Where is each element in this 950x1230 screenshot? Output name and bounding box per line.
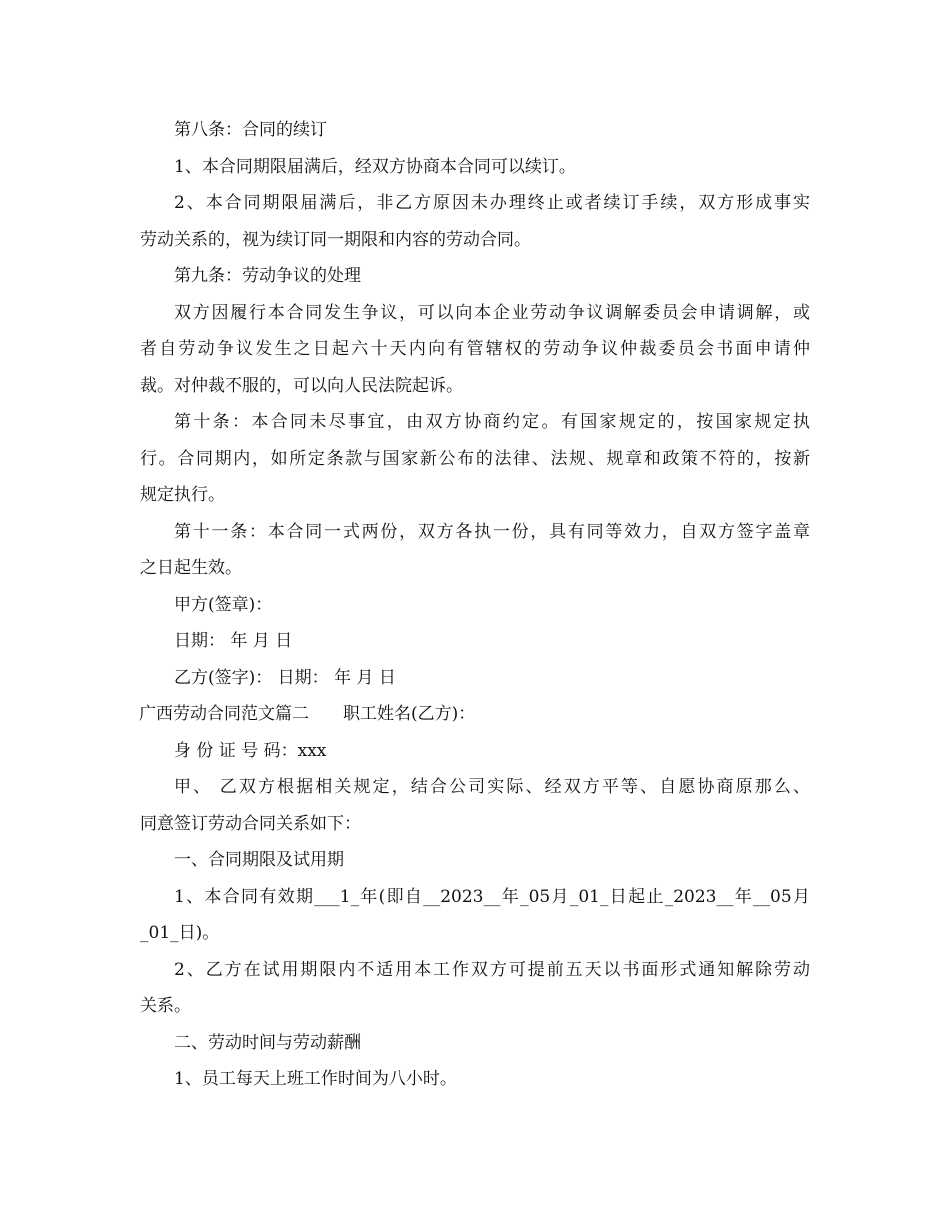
article-8-heading: 第八条：合同的续订: [174, 120, 327, 140]
article-10-line-1: 第十条：本合同未尽事宜，由双方协商约定。有国家规定的，按国家规定执: [174, 412, 810, 432]
id-number-line: 身 份 证 号 码：xxx: [174, 740, 327, 761]
term-clause-line-1: 1、本合同有效期___1_年(即自__2023__年_05月_01_日起止_2023__年__05月: [174, 886, 810, 907]
probation-clause-line-1: 2、乙方在试用期限内不适用本工作双方可提前五天以书面形式通知解除劳动: [174, 959, 810, 980]
article-8-clause-2-line-1: 2、本合同期限届满后，非乙方原因未办理终止或者续订手续，双方形成事实: [174, 193, 810, 213]
article-9-text-line-1: 双方因履行本合同发生争议，可以向本企业劳动争议调解委员会申请调解，或: [174, 302, 810, 323]
section-2-heading: 二、劳动时间与劳动薪酬: [174, 1032, 361, 1053]
article-8-clause-2-line-2: 劳动关系的，视为续订同一期限和内容的劳动合同。: [140, 229, 531, 250]
party-a-signature: 甲方(签章)：: [174, 594, 273, 615]
work-hours-clause: 1、员工每天上班工作时间为八小时。: [174, 1069, 457, 1089]
preamble-line-1: 甲、 乙双方根据相关规定，结合公司实际、经双方平等、自愿协商原那么、: [174, 777, 810, 797]
party-b-signature-date: 乙方(签字)： 日期： 年 月 日: [174, 667, 396, 688]
article-11-line-2: 之日起生效。: [140, 558, 242, 578]
template-2-heading: 广西劳动合同范文篇二 职工姓名(乙方)：: [139, 704, 476, 724]
article-10-line-3: 规定执行。: [140, 485, 225, 505]
section-1-heading: 一、合同期限及试用期: [174, 850, 344, 870]
document-body: [140, 112, 810, 1098]
article-9-text-line-3: 裁。对仲裁不服的，可以向人民法院起诉。: [140, 375, 463, 396]
article-9-text-line-2: 者自劳动争议发生之日起六十天内向有管辖权的劳动争议仲裁委员会书面申请仲: [140, 339, 810, 359]
article-9-heading: 第九条：劳动争议的处理: [174, 266, 361, 286]
article-10-line-2: 行。合同期内，如所定条款与国家新公布的法律、法规、规章和政策不符的，按新: [140, 448, 810, 469]
article-8-clause-1: 1、本合同期限届满后，经双方协商本合同可以续订。: [174, 156, 576, 177]
term-clause-line-2: _01_日)。: [140, 923, 220, 943]
probation-clause-line-2: 关系。: [140, 996, 191, 1016]
article-11-line-1: 第十一条：本合同一式两份，双方各执一份，具有同等效力，自双方签字盖章: [174, 521, 810, 542]
preamble-line-2: 同意签订劳动合同关系如下：: [140, 813, 361, 834]
party-a-date: 日期： 年 月 日: [174, 631, 293, 651]
